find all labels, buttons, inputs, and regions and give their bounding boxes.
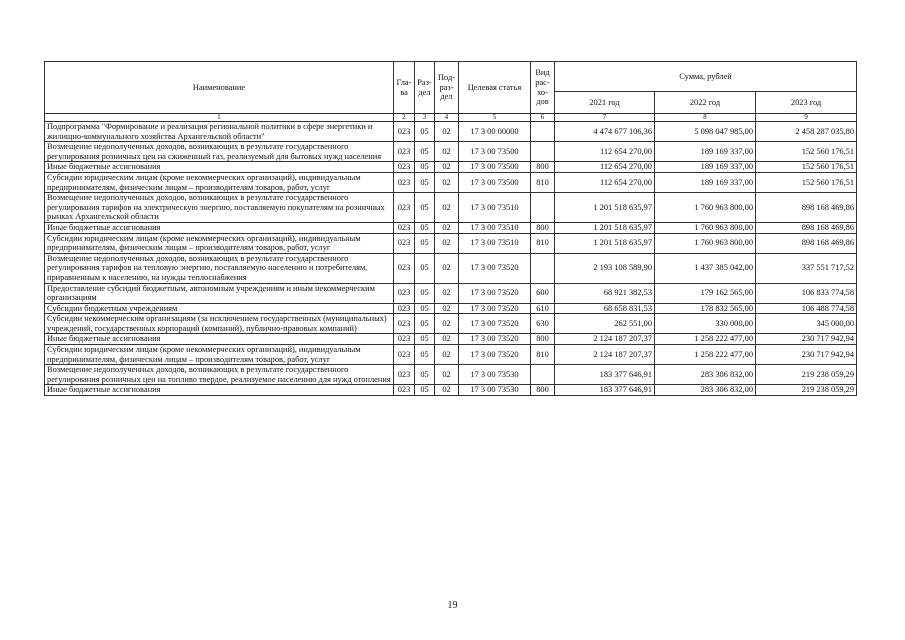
cell-expense-type: [531, 365, 555, 385]
cell-sum-2021: 183 377 646,91: [555, 365, 655, 385]
header-year-2023: 2023 год: [756, 92, 857, 114]
table-row: [45, 172, 857, 192]
column-number: 7: [555, 114, 655, 122]
cell-sum-2021: 1 201 518 635,97: [555, 193, 655, 223]
cell-target-article: 17 3 00 73500: [459, 172, 531, 192]
cell-sum-2022: 1 760 963 800,00: [655, 222, 756, 233]
cell-razdel: 05: [415, 122, 435, 142]
cell-glava: 023: [394, 233, 415, 253]
cell-sum-2021: 112 654 270,00: [555, 172, 655, 192]
table-row: [45, 345, 857, 365]
column-number: 4: [435, 114, 459, 122]
cell-target-article: 17 3 00 73520: [459, 253, 531, 283]
cell-name: Иные бюджетные ассигнования: [45, 162, 394, 173]
cell-name: Субсидии юридическим лицам (кроме некоммерческих организаций), индивидуальным предпринимателям, физическим лицам – производителям товаров, работ, услуг: [45, 233, 394, 253]
cell-name: Субсидии бюджетным учреждениям: [45, 303, 394, 314]
cell-sum-2021: 4 474 677 106,36: [555, 122, 655, 142]
cell-podrazdel: 02: [435, 365, 459, 385]
cell-target-article: 17 3 00 73520: [459, 314, 531, 334]
cell-sum-2023: 337 551 717,52: [756, 253, 857, 283]
column-number: 8: [655, 114, 756, 122]
cell-razdel: 05: [415, 334, 435, 345]
cell-target-article: 17 3 00 73530: [459, 365, 531, 385]
cell-name: Предоставление субсидий бюджетным, автономным учреждениям и иным некоммерческим организациям: [45, 283, 394, 303]
cell-target-article: 17 3 00 73520: [459, 283, 531, 303]
cell-sum-2023: 898 168 469,86: [756, 222, 857, 233]
cell-podrazdel: 02: [435, 172, 459, 192]
cell-glava: 023: [394, 365, 415, 385]
cell-name: Возмещение недополученных доходов, возникающих в результате государственного регулирования розничных цен на топливо твердое, реализуемое населению для нужд отопления: [45, 365, 394, 385]
cell-expense-type: 800: [531, 334, 555, 345]
cell-razdel: 05: [415, 345, 435, 365]
column-number: 6: [531, 114, 555, 122]
header-glava: Гла-ва: [394, 62, 415, 114]
cell-podrazdel: 02: [435, 233, 459, 253]
cell-glava: 023: [394, 193, 415, 223]
cell-target-article: 17 3 00 73500: [459, 162, 531, 173]
cell-razdel: 05: [415, 314, 435, 334]
page-number: 19: [447, 600, 458, 611]
cell-glava: 023: [394, 122, 415, 142]
cell-name: Иные бюджетные ассигнования: [45, 334, 394, 345]
cell-name: Иные бюджетные ассигнования: [45, 385, 394, 396]
cell-razdel: 05: [415, 233, 435, 253]
cell-glava: 023: [394, 334, 415, 345]
cell-sum-2022: 283 306 832,00: [655, 385, 756, 396]
table-row: [45, 193, 857, 223]
header-sum: Сумма, рублей: [555, 62, 857, 92]
cell-glava: 023: [394, 314, 415, 334]
cell-sum-2021: 183 377 646,91: [555, 385, 655, 396]
cell-sum-2023: 898 168 469,86: [756, 233, 857, 253]
cell-name: Подпрограмма "Формирование и реализация региональной политики в сфере энергетики и жилищно-коммунального хозяйства Архангельской области": [45, 122, 394, 142]
cell-razdel: 05: [415, 283, 435, 303]
header-year-2021: 2021 год: [555, 92, 655, 114]
table-row: [45, 233, 857, 253]
cell-expense-type: 800: [531, 222, 555, 233]
cell-glava: 023: [394, 283, 415, 303]
cell-target-article: 17 3 00 73520: [459, 334, 531, 345]
cell-razdel: 05: [415, 303, 435, 314]
cell-sum-2022: 1 437 385 042,00: [655, 253, 756, 283]
column-number: 2: [394, 114, 415, 122]
cell-sum-2021: 2 124 187 207,37: [555, 345, 655, 365]
header-name: Наименование: [45, 62, 394, 114]
table-row: [45, 142, 857, 162]
cell-razdel: 05: [415, 385, 435, 396]
cell-glava: 023: [394, 222, 415, 233]
cell-podrazdel: 02: [435, 314, 459, 334]
cell-sum-2021: 2 124 187 207,37: [555, 334, 655, 345]
column-number: 9: [756, 114, 857, 122]
cell-sum-2023: 219 238 059,29: [756, 385, 857, 396]
cell-razdel: 05: [415, 253, 435, 283]
cell-sum-2022: 330 000,00: [655, 314, 756, 334]
cell-expense-type: [531, 193, 555, 223]
cell-expense-type: 810: [531, 172, 555, 192]
cell-expense-type: [531, 122, 555, 142]
cell-podrazdel: 02: [435, 303, 459, 314]
cell-sum-2021: 68 658 831,53: [555, 303, 655, 314]
cell-name: Возмещение недополученных доходов, возникающих в результате государственного регулирования тарифов на тепловую энергию, поставляемую населению и потребителям, приравненным к населению, на нужды теплоснабжения: [45, 253, 394, 283]
cell-razdel: 05: [415, 172, 435, 192]
cell-sum-2021: 262 551,00: [555, 314, 655, 334]
cell-target-article: 17 3 00 73510: [459, 233, 531, 253]
cell-target-article: 17 3 00 73520: [459, 345, 531, 365]
cell-target-article: 17 3 00 73510: [459, 222, 531, 233]
cell-name: Возмещение недополученных доходов, возникающих в результате государственного регулирования тарифов на электрическую энергию, поставляемую покупателям на розничных рынках Архангельской области: [45, 193, 394, 223]
cell-sum-2021: 1 201 518 635,97: [555, 222, 655, 233]
header-razdel: Раз-дел: [415, 62, 435, 114]
cell-razdel: 05: [415, 193, 435, 223]
cell-podrazdel: 02: [435, 142, 459, 162]
table-body: [45, 122, 857, 396]
budget-table: [44, 61, 857, 396]
table-row: [45, 162, 857, 173]
cell-podrazdel: 02: [435, 345, 459, 365]
cell-sum-2022: 189 169 337,00: [655, 162, 756, 173]
cell-sum-2022: 1 760 963 800,00: [655, 233, 756, 253]
cell-sum-2023: 152 560 176,51: [756, 162, 857, 173]
cell-glava: 023: [394, 385, 415, 396]
column-number: 3: [415, 114, 435, 122]
cell-podrazdel: 02: [435, 193, 459, 223]
cell-sum-2022: 283 306 832,00: [655, 365, 756, 385]
column-number: 5: [459, 114, 531, 122]
cell-expense-type: 610: [531, 303, 555, 314]
cell-sum-2023: 152 560 176,51: [756, 142, 857, 162]
cell-podrazdel: 02: [435, 162, 459, 173]
cell-sum-2023: 898 168 469,86: [756, 193, 857, 223]
cell-name: Иные бюджетные ассигнования: [45, 222, 394, 233]
cell-glava: 023: [394, 253, 415, 283]
header-podrazdel: Под-раз-дел: [435, 62, 459, 114]
cell-expense-type: [531, 253, 555, 283]
cell-expense-type: 810: [531, 345, 555, 365]
cell-sum-2023: 345 000,00: [756, 314, 857, 334]
column-number: 1: [45, 114, 394, 122]
cell-podrazdel: 02: [435, 253, 459, 283]
cell-sum-2022: 1 258 222 477,00: [655, 345, 756, 365]
cell-sum-2023: 106 488 774,58: [756, 303, 857, 314]
cell-sum-2023: 2 458 287 035,80: [756, 122, 857, 142]
cell-sum-2022: 1 760 963 800,00: [655, 193, 756, 223]
cell-sum-2021: 112 654 270,00: [555, 142, 655, 162]
cell-sum-2023: 152 560 176,51: [756, 172, 857, 192]
cell-sum-2023: 219 238 059,29: [756, 365, 857, 385]
cell-glava: 023: [394, 172, 415, 192]
table-row: [45, 385, 857, 396]
cell-sum-2023: 106 833 774,58: [756, 283, 857, 303]
cell-expense-type: 810: [531, 233, 555, 253]
table-row: [45, 314, 857, 334]
cell-glava: 023: [394, 303, 415, 314]
cell-target-article: 17 3 00 73500: [459, 142, 531, 162]
cell-target-article: 17 3 00 73530: [459, 385, 531, 396]
cell-target-article: 17 3 00 00000: [459, 122, 531, 142]
table-row: [45, 365, 857, 385]
cell-podrazdel: 02: [435, 283, 459, 303]
cell-expense-type: [531, 142, 555, 162]
cell-name: Субсидии некоммерческим организациям (за исключением государственных (муниципальных) учреждений, государственных корпораций (компаний), публично-правовых компаний): [45, 314, 394, 334]
cell-sum-2021: 2 193 108 589,90: [555, 253, 655, 283]
cell-razdel: 05: [415, 142, 435, 162]
table-row: [45, 303, 857, 314]
cell-name: Субсидии юридическим лицам (кроме некоммерческих организаций), индивидуальным предпринимателям, физическим лицам – производителям товаров, работ, услуг: [45, 172, 394, 192]
cell-razdel: 05: [415, 365, 435, 385]
cell-expense-type: 630: [531, 314, 555, 334]
table-row: [45, 334, 857, 345]
header-expense-type: Вид рас-хо-дов: [531, 62, 555, 114]
cell-target-article: 17 3 00 73520: [459, 303, 531, 314]
cell-sum-2021: 1 201 518 635,97: [555, 233, 655, 253]
cell-expense-type: 800: [531, 385, 555, 396]
cell-podrazdel: 02: [435, 222, 459, 233]
cell-podrazdel: 02: [435, 122, 459, 142]
cell-name: Субсидии юридическим лицам (кроме некоммерческих организаций), индивидуальным предпринимателям, физическим лицам – производителям товаров, работ, услуг: [45, 345, 394, 365]
cell-sum-2021: 112 654 270,00: [555, 162, 655, 173]
cell-glava: 023: [394, 142, 415, 162]
cell-sum-2022: 178 832 565,00: [655, 303, 756, 314]
cell-expense-type: 600: [531, 283, 555, 303]
table-row: [45, 253, 857, 283]
header-year-2022: 2022 год: [655, 92, 756, 114]
cell-razdel: 05: [415, 222, 435, 233]
cell-razdel: 05: [415, 162, 435, 173]
cell-sum-2022: 1 258 222 477,00: [655, 334, 756, 345]
cell-sum-2023: 230 717 942,94: [756, 334, 857, 345]
cell-target-article: 17 3 00 73510: [459, 193, 531, 223]
cell-sum-2021: 68 921 382,53: [555, 283, 655, 303]
cell-sum-2022: 189 169 337,00: [655, 172, 756, 192]
cell-podrazdel: 02: [435, 385, 459, 396]
cell-sum-2023: 230 717 942,94: [756, 345, 857, 365]
header-target-article: Целевая статья: [459, 62, 531, 114]
cell-glava: 023: [394, 345, 415, 365]
table-row: [45, 222, 857, 233]
table-row: [45, 283, 857, 303]
cell-expense-type: 800: [531, 162, 555, 173]
cell-sum-2022: 5 098 047 985,00: [655, 122, 756, 142]
cell-name: Возмещение недополученных доходов, возникающих в результате государственного регулирования розничных цен на сжиженный газ, реализуемый для бытовых нужд населения: [45, 142, 394, 162]
cell-sum-2022: 189 169 337,00: [655, 142, 756, 162]
cell-podrazdel: 02: [435, 334, 459, 345]
table-row: [45, 122, 857, 142]
column-number-row: [45, 114, 857, 122]
cell-sum-2022: 179 162 565,00: [655, 283, 756, 303]
cell-glava: 023: [394, 162, 415, 173]
